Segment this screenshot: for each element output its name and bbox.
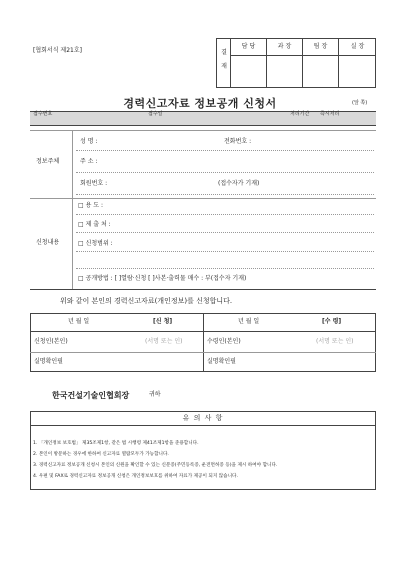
recipient-label: 수령인(본인)	[207, 338, 241, 345]
member-number-label: 회원번호 :	[80, 180, 108, 187]
form-number: [협회서식 제21호]	[33, 47, 82, 54]
member-number-field[interactable]	[120, 175, 220, 191]
phone-label: 전화번호 :	[224, 138, 252, 145]
apply-date: 년 월 일	[68, 318, 90, 325]
receive-tag: [수 령]	[322, 318, 342, 325]
applicant-label: 신청인(본인)	[34, 338, 68, 345]
submit-to-field[interactable]	[130, 217, 374, 231]
receipt-date-label: 접수일	[148, 111, 163, 117]
note-item-2: 2. 본인이 방문하는 경우에 한하여 신고자료 열람모두가 가능합니다.	[33, 452, 169, 457]
name-field[interactable]	[120, 134, 220, 148]
approval-col-staff: 담 당	[241, 43, 256, 50]
receive-date: 년 월 일	[238, 318, 260, 325]
purpose-label: □ 용 도 :	[78, 202, 104, 209]
notes-title: 유 의 사 항	[182, 414, 224, 422]
data-subject-label: 정보주체	[36, 158, 60, 165]
applicant-sign-note: (서명 또는 인)	[145, 338, 183, 345]
apply-tag: [신 청]	[153, 318, 173, 325]
receipt-number-label: 접수번호	[33, 111, 53, 117]
purpose-field[interactable]	[130, 199, 374, 213]
request-statement: 위와 같이 본인의 경력신고자료(개인정보)를 신청합니다.	[60, 297, 233, 305]
note-item-3: 3. 경력신고자료 정보공개 신청시 본인의 신원을 확인할 수 있는 신분증(주민등록증, 운전면허증 등)을 제시 하여야 합니다.	[33, 463, 278, 468]
addressee-suffix: 귀하	[149, 391, 161, 398]
applicant-id-verified: 실명확인필	[34, 358, 63, 365]
request-scope-label: □ 신청범위 :	[78, 240, 113, 247]
name-label: 성 명 :	[80, 138, 98, 145]
recipient-id-verified: 실명확인필	[207, 358, 236, 365]
processing-period-value: 즉시처리	[320, 111, 340, 117]
processing-period-label: 처리기간	[290, 111, 310, 117]
approval-col-team-lead: 팀 장	[313, 43, 328, 50]
address-label: 주 소 :	[80, 158, 98, 165]
note-item-4: 4. 우편 및 FAX로 경력신고자료 정보공개 신청은 개인정보보호를 위하여 자료가 제공이 되지 않습니다.	[33, 474, 238, 479]
phone-field[interactable]	[264, 134, 374, 148]
approval-col-director: 실 장	[350, 43, 365, 50]
member-number-note: (접수자가 기재)	[218, 180, 260, 187]
address-field[interactable]	[120, 153, 374, 169]
page-title: 경력신고자료 정보공개 신청서	[123, 97, 277, 110]
submit-to-label: □ 제 출 처 :	[78, 221, 111, 228]
approval-label: 결 재	[221, 49, 227, 70]
notes-body	[30, 426, 376, 490]
approval-col-manager: 과 장	[277, 43, 292, 50]
note-item-1: 1. 「개인정보 보호법」 제35조제1항, 같은 법 시행령 제41조제1항을 준용합니다.	[33, 441, 199, 446]
request-content-label: 신청내용	[36, 239, 60, 246]
title-note: (앞 쪽)	[352, 100, 368, 106]
disclosure-method-label[interactable]: □ 공개방법 : [ ]열람·신청 [ ]사본·출력물 매수 : 부(접수자 기재)	[78, 275, 247, 282]
addressee-org: 한국건설기술인협회장	[52, 391, 130, 400]
recipient-sign-note: (서명 또는 인)	[316, 338, 354, 345]
